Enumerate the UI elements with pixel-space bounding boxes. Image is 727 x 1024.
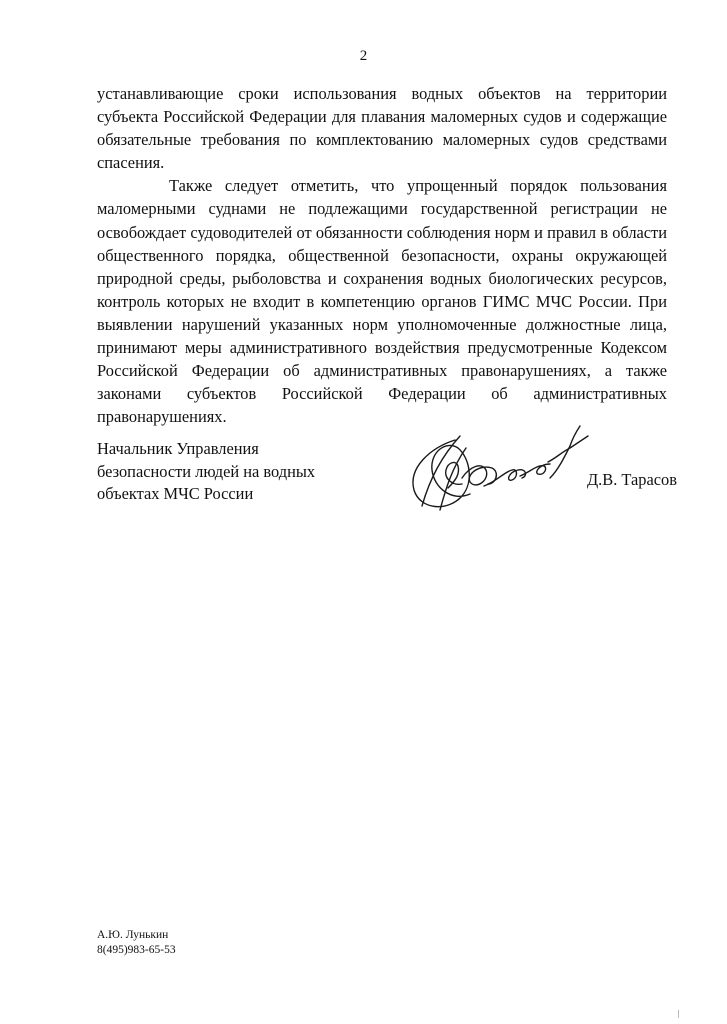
executor-info — [97, 928, 176, 957]
handwritten-signature-icon — [400, 418, 590, 523]
position-line: объектах МЧС России — [97, 484, 254, 503]
page-number: 2 — [359, 48, 368, 64]
executor-name: А.Ю. Лунькин — [97, 929, 169, 941]
position-line: безопасности людей на водных — [97, 461, 316, 481]
letter-body — [97, 82, 667, 428]
paragraph-continuation: устанавливающие сроки использования водных объектов на территории субъекта Российской Федерации для плавания маломерных судов и содержащие обязательные требования по комплектованию маломерных судов средствами спасения. — [97, 84, 667, 173]
signatory-position — [97, 438, 315, 506]
paragraph-main: Также следует отметить, что упрощенный порядок пользования маломерными суднами не подлежащими государственной регистрации не освобождает судоводителей от обязанности соблюдения норм и правил в области общественного порядка, общественной безопасности, охраны окружающей природной среды, рыболовства и сохранения водных биологических ресурсов, контроль которых не входит в компетенцию органов ГИМС МЧС России. При выявлении нарушений указанных норм уполномоченные должностные лица, принимают меры административного воздействия предусмотренные Кодексом Российской Федерации об административных правонарушениях, а также законами субъектов Российской Федерации об административных правонарушениях. — [97, 176, 667, 427]
signer-name: Д.В. Тарасов — [587, 470, 677, 489]
scan-mark — [678, 1010, 679, 1018]
executor-phone: 8(495)983-65-53 — [97, 943, 176, 956]
position-line: Начальник Управления — [97, 439, 259, 458]
